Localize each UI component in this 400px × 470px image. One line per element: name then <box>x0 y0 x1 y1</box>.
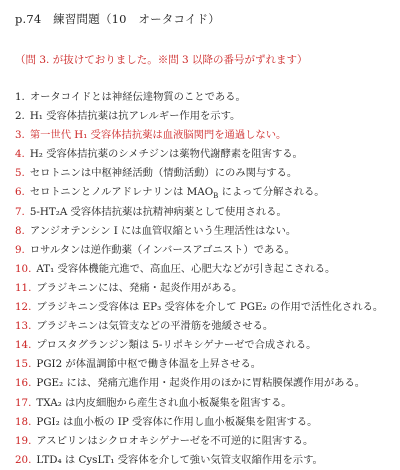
question-number: 10. <box>15 262 32 275</box>
question-text: セロトニンとノルアドレナリンは $MAO_B$ によって分解される。 <box>29 186 325 201</box>
question-item <box>15 241 395 260</box>
question-number: 2. <box>15 110 25 123</box>
question-number: 9. <box>15 243 25 256</box>
question-item <box>15 88 395 107</box>
question-item <box>15 145 395 164</box>
question-item <box>15 203 395 222</box>
page-title: p.74 練習問題（10 オータコイド） <box>15 12 220 26</box>
question-number: 3. <box>15 129 25 142</box>
question-text: TXA₂ は内皮細胞から産生され血小板凝集を阻害する。 <box>36 396 292 409</box>
question-text: オータコイドとは神経伝達物質のことである。 <box>29 91 246 103</box>
question-item <box>15 394 395 413</box>
question-text: ロサルタンは逆作動薬（インバースアゴニスト）である。 <box>29 243 295 256</box>
question-item <box>15 413 395 432</box>
question-text: ブラジキニンには、発痛・起炎作用がある。 <box>36 281 243 294</box>
question-text: アンジオテンシン I には血管収縮という生理活性はない。 <box>29 224 297 237</box>
question-number: 8. <box>15 224 25 237</box>
question-number: 5. <box>15 167 25 180</box>
question-item <box>15 279 395 298</box>
question-item <box>15 432 395 451</box>
question-item <box>15 451 395 470</box>
question-number: 15. <box>15 358 32 371</box>
question-text: PGI₂ は血小板の IP 受容体に作用し血小板凝集を阻害する。 <box>36 415 318 428</box>
question-item <box>15 336 395 355</box>
question-text: プロスタグランジン類は 5-リポキシゲナーゼで合成される。 <box>36 339 317 352</box>
question-text: PGI2 が体温調節中枢で働き体温を上昇させる。 <box>36 358 262 371</box>
question-text: PGE₂ には、発痛亢進作用・起炎作用のほかに胃粘膜保護作用がある。 <box>36 377 366 390</box>
question-number: 12. <box>15 301 32 314</box>
question-number: 14. <box>15 339 32 352</box>
question-number: 17. <box>15 396 32 409</box>
question-number: 4. <box>15 148 25 161</box>
question-text: H₁ 受容体拮抗薬は抗アレルギー作用を示す。 <box>29 110 241 123</box>
question-text: LTD₄ は CysLT₁ 受容体を介して強い気管支収縮作用を示す。 <box>36 453 323 466</box>
question-list <box>15 88 395 470</box>
question-item <box>15 374 395 393</box>
question-item <box>15 107 395 126</box>
question-text: セロトニンは中枢神経活動（情動活動）にのみ関与する。 <box>29 167 298 180</box>
question-item <box>15 183 395 202</box>
question-number: 20. <box>15 453 32 466</box>
question-number: 11. <box>15 281 32 294</box>
question-item <box>15 126 395 145</box>
question-text: ブラジキニン受容体は EP₃ 受容体を介して PGE₂ の作用で活性化される。 <box>36 301 384 314</box>
question-item <box>15 164 395 183</box>
question-number: 1. <box>15 91 25 103</box>
question-number: 7. <box>15 205 25 218</box>
question-item <box>15 260 395 279</box>
question-number: 13. <box>15 320 32 333</box>
question-text: H₂ 受容体拮抗薬のシメチジンは薬物代謝酵素を阻害する。 <box>29 148 303 161</box>
question-text: AT₁ 受容体機能亢進で、高血圧、心肥大などが引き起こされる。 <box>36 262 336 275</box>
errata-notice: （問 3. が抜けておりました。※問 3 以降の番号がずれます） <box>15 54 308 66</box>
question-text: 第一世代 H₁ 受容体拮抗薬は血液脳関門を通過しない。 <box>29 129 287 142</box>
question-number: 16. <box>15 377 32 390</box>
question-item <box>15 317 395 336</box>
question-item <box>15 222 395 241</box>
question-number: 19. <box>15 434 32 447</box>
question-item <box>15 355 395 374</box>
question-item <box>15 298 395 317</box>
question-text: アスピリンはシクロオキシゲナーゼを不可逆的に阻害する。 <box>36 434 314 447</box>
question-text: ブラジキニンは気管支などの平滑筋を弛緩させる。 <box>36 320 274 333</box>
question-number: 6. <box>15 186 25 199</box>
question-text: 5-HT₂A 受容体拮抗薬は抗精神病薬として使用される。 <box>29 205 287 218</box>
question-number: 18. <box>15 415 32 428</box>
